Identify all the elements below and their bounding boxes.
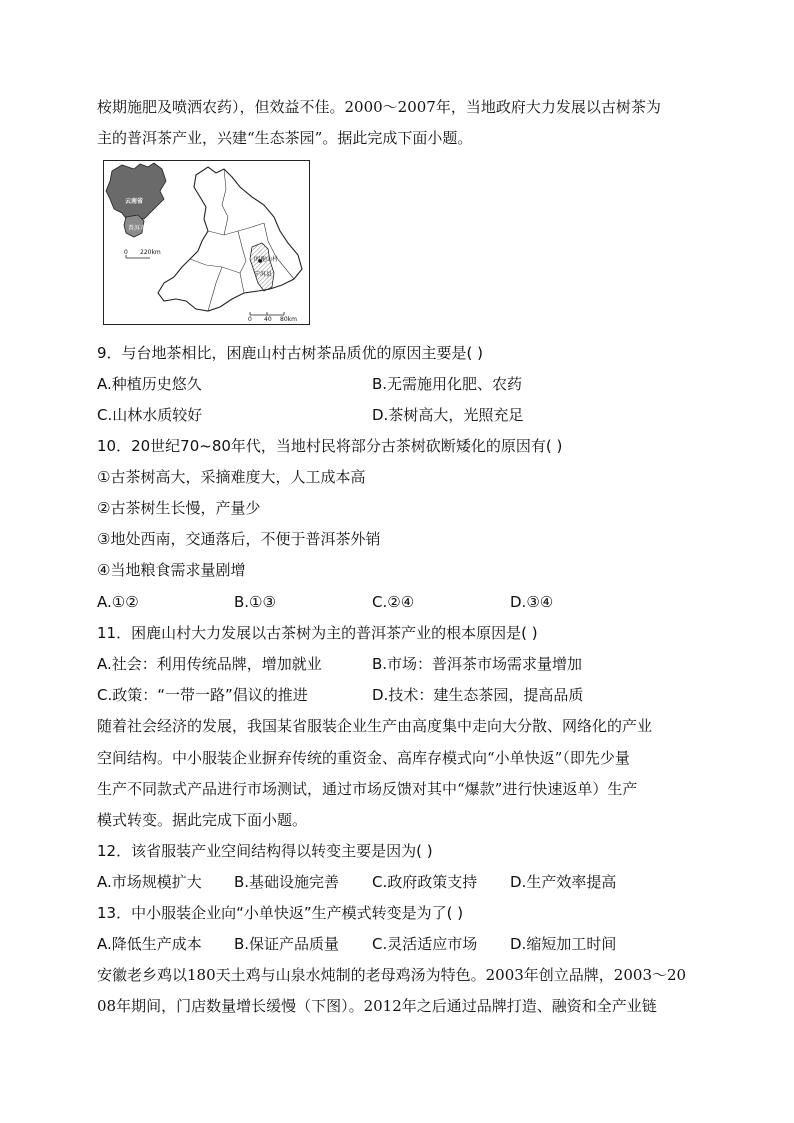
q13-option-c: C.灵活适应市场	[372, 935, 478, 953]
q9-option-b: B.无需施用化肥、农药	[372, 375, 523, 393]
intro2-line4: 模式转变。据此完成下面小题。	[97, 811, 308, 829]
q13-option-b: B.保证产品质量	[234, 935, 340, 953]
intro2-line1: 随着社会经济的发展，我国某省服装企业生产由高度集中走向大分散、网络化的产业	[97, 717, 653, 735]
county-label: 宁洱县	[254, 271, 273, 278]
intro1-line1: 桉期施肥及喷洒农药），但效益不佳。2000～2007年，当地政府大力发展以古树茶为	[97, 98, 661, 116]
q13-option-d: D.缩短加工时间	[510, 935, 617, 953]
q11-option-a: A.社会：利用传统品牌，增加就业	[97, 655, 322, 673]
intro1-line2: 主的普洱茶产业，兴建“生态茶园”。据此完成下面小题。	[97, 129, 473, 147]
q10-statement-1: ①古茶树高大，采摘难度大，人工成本高	[97, 468, 366, 486]
intro3-line2: 08年期间，门店数量增长缓慢（下图）。2012年之后通过品牌打造、融资和全产业链	[97, 997, 657, 1015]
q9-stem: 9．与台地茶相比，困鹿山村古树茶品质优的原因主要是( )	[97, 344, 484, 362]
scale-mid: 40	[264, 316, 272, 323]
q10-statement-4: ④当地粮食需求量剧增	[97, 561, 246, 579]
city-label: 普洱市	[128, 225, 147, 232]
q11-option-d: D.技术：建生态茶园，提高品质	[372, 686, 584, 704]
q9-option-a: A.种植历史悠久	[97, 375, 202, 393]
q10-option-c: C.②④	[372, 593, 415, 611]
puer-city-outline	[158, 167, 302, 311]
q10-option-d: D.③④	[510, 593, 554, 611]
intro3-line1: 安徽老乡鸡以180天土鸡与山泉水炖制的老母鸡汤为特色。2003年创立品牌，2003～20	[97, 966, 687, 984]
inset-scale-zero: 0	[124, 249, 128, 256]
location-map	[103, 160, 310, 325]
q12-stem: 12．该省服装产业空间结构得以转变主要是因为( )	[97, 842, 433, 860]
q9-option-d: D.茶树高大，光照充足	[372, 406, 524, 424]
inset-scale-end: 220km	[140, 249, 161, 256]
q11-option-c: C.政策：“一带一路”倡议的推进	[97, 686, 308, 704]
q9-option-c: C.山林水质较好	[97, 406, 203, 424]
scale-end: 80km	[280, 316, 297, 323]
province-label: 云南省	[125, 198, 144, 205]
q10-stem: 10．20世纪70~80年代，当地村民将部分古茶树砍断矮化的原因有( )	[97, 437, 563, 455]
q12-option-c: C.政府政策支持	[372, 873, 478, 891]
q13-stem: 13．中小服装企业向“小单快返”生产模式转变是为了( )	[97, 904, 464, 922]
village-label: 困鹿山村	[254, 256, 279, 263]
q12-option-a: A.市场规模扩大	[97, 873, 202, 891]
q12-option-b: B.基础设施完善	[234, 873, 340, 891]
q11-option-b: B.市场：普洱茶市场需求量增加	[372, 655, 583, 673]
map-drawing	[104, 161, 309, 324]
q12-option-d: D.生产效率提高	[510, 873, 617, 891]
q10-option-b: B.①③	[234, 593, 276, 611]
q10-statement-2: ②古茶树生长慢，产量少	[97, 499, 261, 517]
intro2-line2: 空间结构。中小服装企业摒弃传统的重资金、高库存模式向“小单快返”（即先少量	[97, 749, 630, 767]
scale-zero: 0	[248, 316, 252, 323]
intro2-line3: 生产不同款式产品进行市场测试，通过市场反馈对其中“爆款”进行快速返单）生产	[97, 780, 638, 798]
yunnan-province-shape	[106, 163, 166, 221]
q13-option-a: A.降低生产成本	[97, 935, 202, 953]
q11-stem: 11．困鹿山村大力发展以古茶树为主的普洱茶产业的根本原因是( )	[97, 624, 538, 642]
q10-option-a: A.①②	[97, 593, 139, 611]
q10-statement-3: ③地处西南，交通落后，不便于普洱茶外销	[97, 530, 381, 548]
